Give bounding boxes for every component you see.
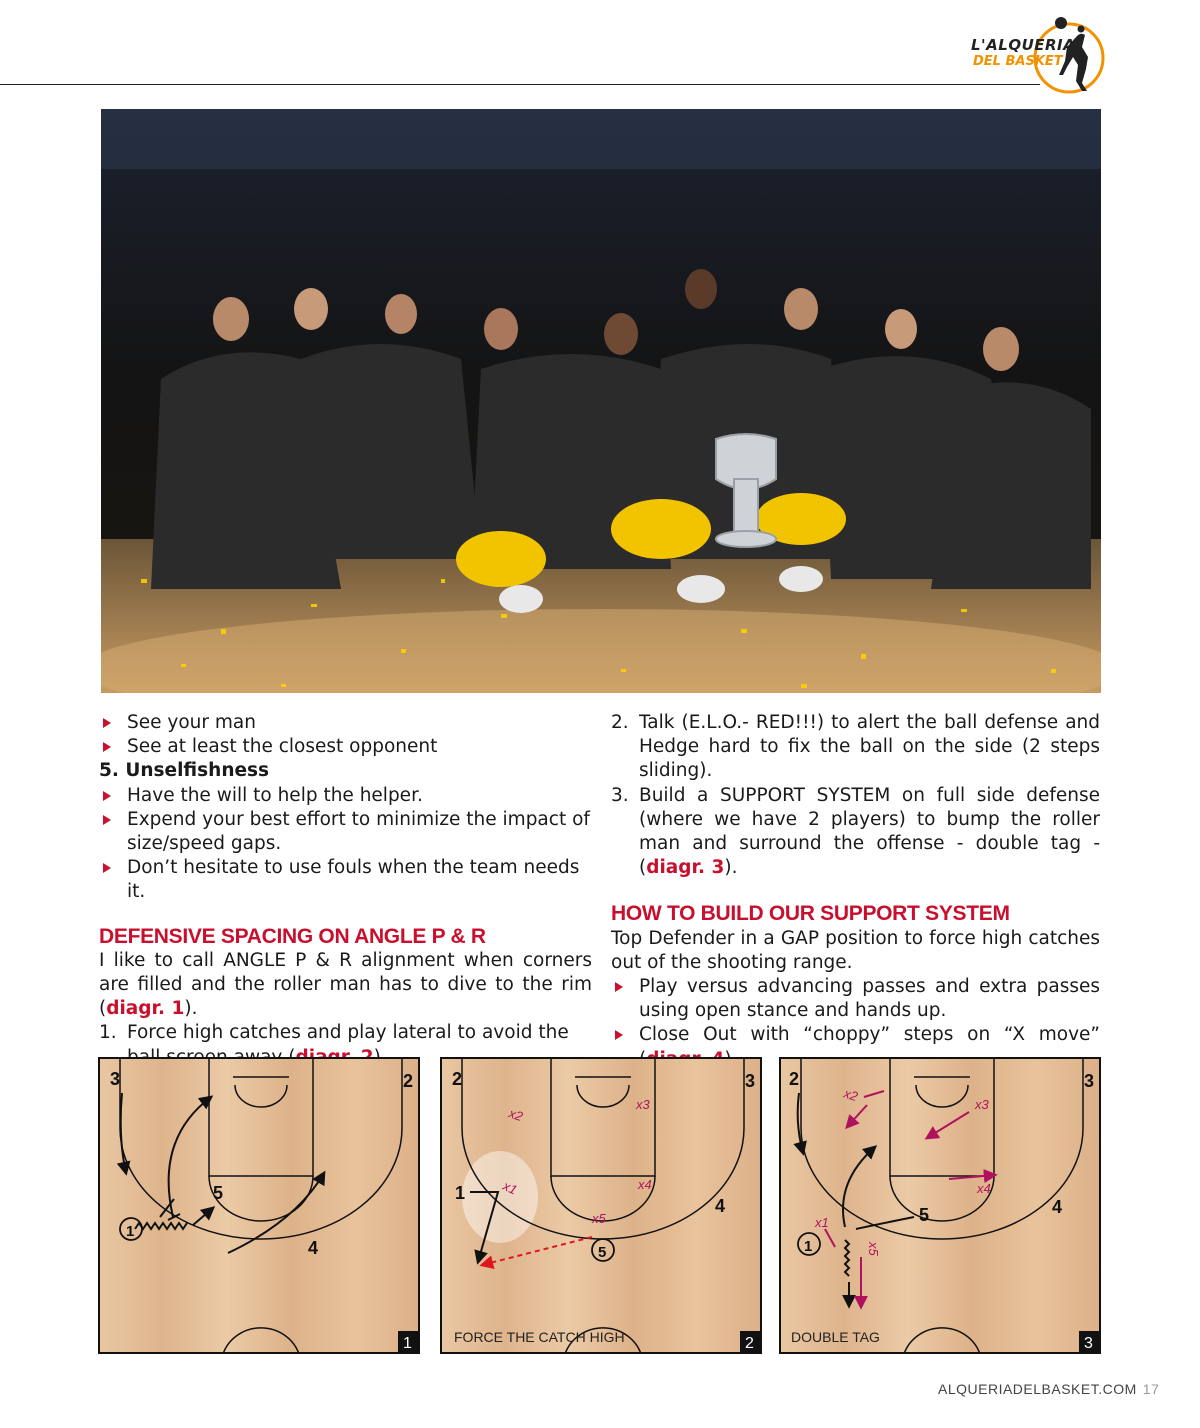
player-1: 1 [455,1183,466,1203]
defender-x4: x4 [638,1177,652,1192]
diagram-ref-3[interactable]: diagr. 3 [646,857,725,879]
numbered-item-1: 1. Force high catches and play lateral to avoid the [99,1021,592,1069]
footer-site-link[interactable]: ALQUERIADELBASKET.COM [938,1381,1137,1397]
player-5: 5 [213,1183,224,1203]
unselfishness-title: 5. Unselfishness [99,760,270,782]
player-4: 4 [308,1238,319,1258]
section-intro-paragraph: I like to call ANGLE P & R alignment when corners are filled and the roller man has to dive to the rim (diagr. 1). [99,949,592,1020]
section-intro-paragraph: Top Defender in a GAP position to force high catches out of the shooting range. [611,927,1100,973]
player-3: 3 [110,1069,121,1089]
team-celebration-photo [101,109,1101,693]
player-4: 4 [715,1196,726,1216]
court-diagram-3 [779,1057,1101,1354]
player-5: 5 [598,1244,607,1261]
player-1: 1 [804,1238,813,1255]
list-item: See your man [99,711,592,735]
header-rule [0,84,1040,85]
list-item: Play versus advancing passes and extra passes using open stance and hands up. [611,975,1100,1023]
defender-x2: x2 [842,1085,860,1105]
defender-x3: x3 [975,1097,989,1112]
player-3: 3 [1084,1071,1095,1091]
defender-x4: x4 [977,1181,991,1196]
diagram-caption: FORCE THE CATCH HIGH [454,1329,625,1345]
list-item: Close Out with “choppy” steps on “X move” [611,1023,1100,1071]
list-item: See at least the closest opponent [99,735,592,759]
logo-text-line2: DEL BASKET [973,54,1063,69]
player-1: 1 [126,1223,135,1240]
player-2: 2 [789,1069,800,1089]
player-2: 2 [403,1071,414,1091]
defender-x5: x5 [592,1211,606,1226]
player-4: 4 [1052,1197,1063,1217]
court-diagram-2 [440,1057,762,1354]
defender-x1: x1 [500,1178,520,1198]
player-2: 2 [452,1069,463,1089]
diagram-caption: DOUBLE TAG [791,1329,880,1345]
numbered-item-2: 2. Talk (E.L.O.- RED!!!) to alert the ball defense and Hedge hard to fix the ball on the side (2 steps sliding). [611,712,1100,782]
diagram-number: 1 [403,1335,412,1352]
diagram-number: 2 [745,1335,754,1352]
page-number: 17 [1142,1381,1160,1397]
player-5: 5 [919,1205,930,1225]
diagram-ref-1[interactable]: diagr. 1 [106,998,185,1020]
court-diagram-1 [98,1057,420,1354]
defender-x2: x2 [507,1105,525,1125]
diagram-number: 3 [1084,1335,1093,1352]
page-footer [938,1381,1159,1397]
section-heading-support-system: HOW TO BUILD OUR SUPPORT SYSTEM [611,902,1010,926]
list-item: Expend your best effort to minimize the impact of size/speed gaps. [99,808,592,856]
defender-x1: x1 [815,1215,829,1230]
section-heading-angle-pr: DEFENSIVE SPACING ON ANGLE P & R [99,924,486,948]
left-text-column [99,711,592,1070]
defender-x5: x5 [866,1242,881,1256]
numbered-item-3: 3. Build a SUPPORT SYSTEM on full side defense (where we have 2 players) to bump the roller man and surround the offense - double tag - (diagr. 3). [611,784,1100,879]
list-item: Have the will to help the helper. [99,784,592,808]
list-item: Don’t hesitate to use fouls when the team needs it. [99,856,592,904]
defender-x3: x3 [636,1097,650,1112]
right-text-column [611,711,1100,1072]
player-3: 3 [745,1071,756,1091]
logo-text-line1: L'ALQUERIA [971,36,1076,54]
alqueria-logo[interactable] [965,14,1105,104]
